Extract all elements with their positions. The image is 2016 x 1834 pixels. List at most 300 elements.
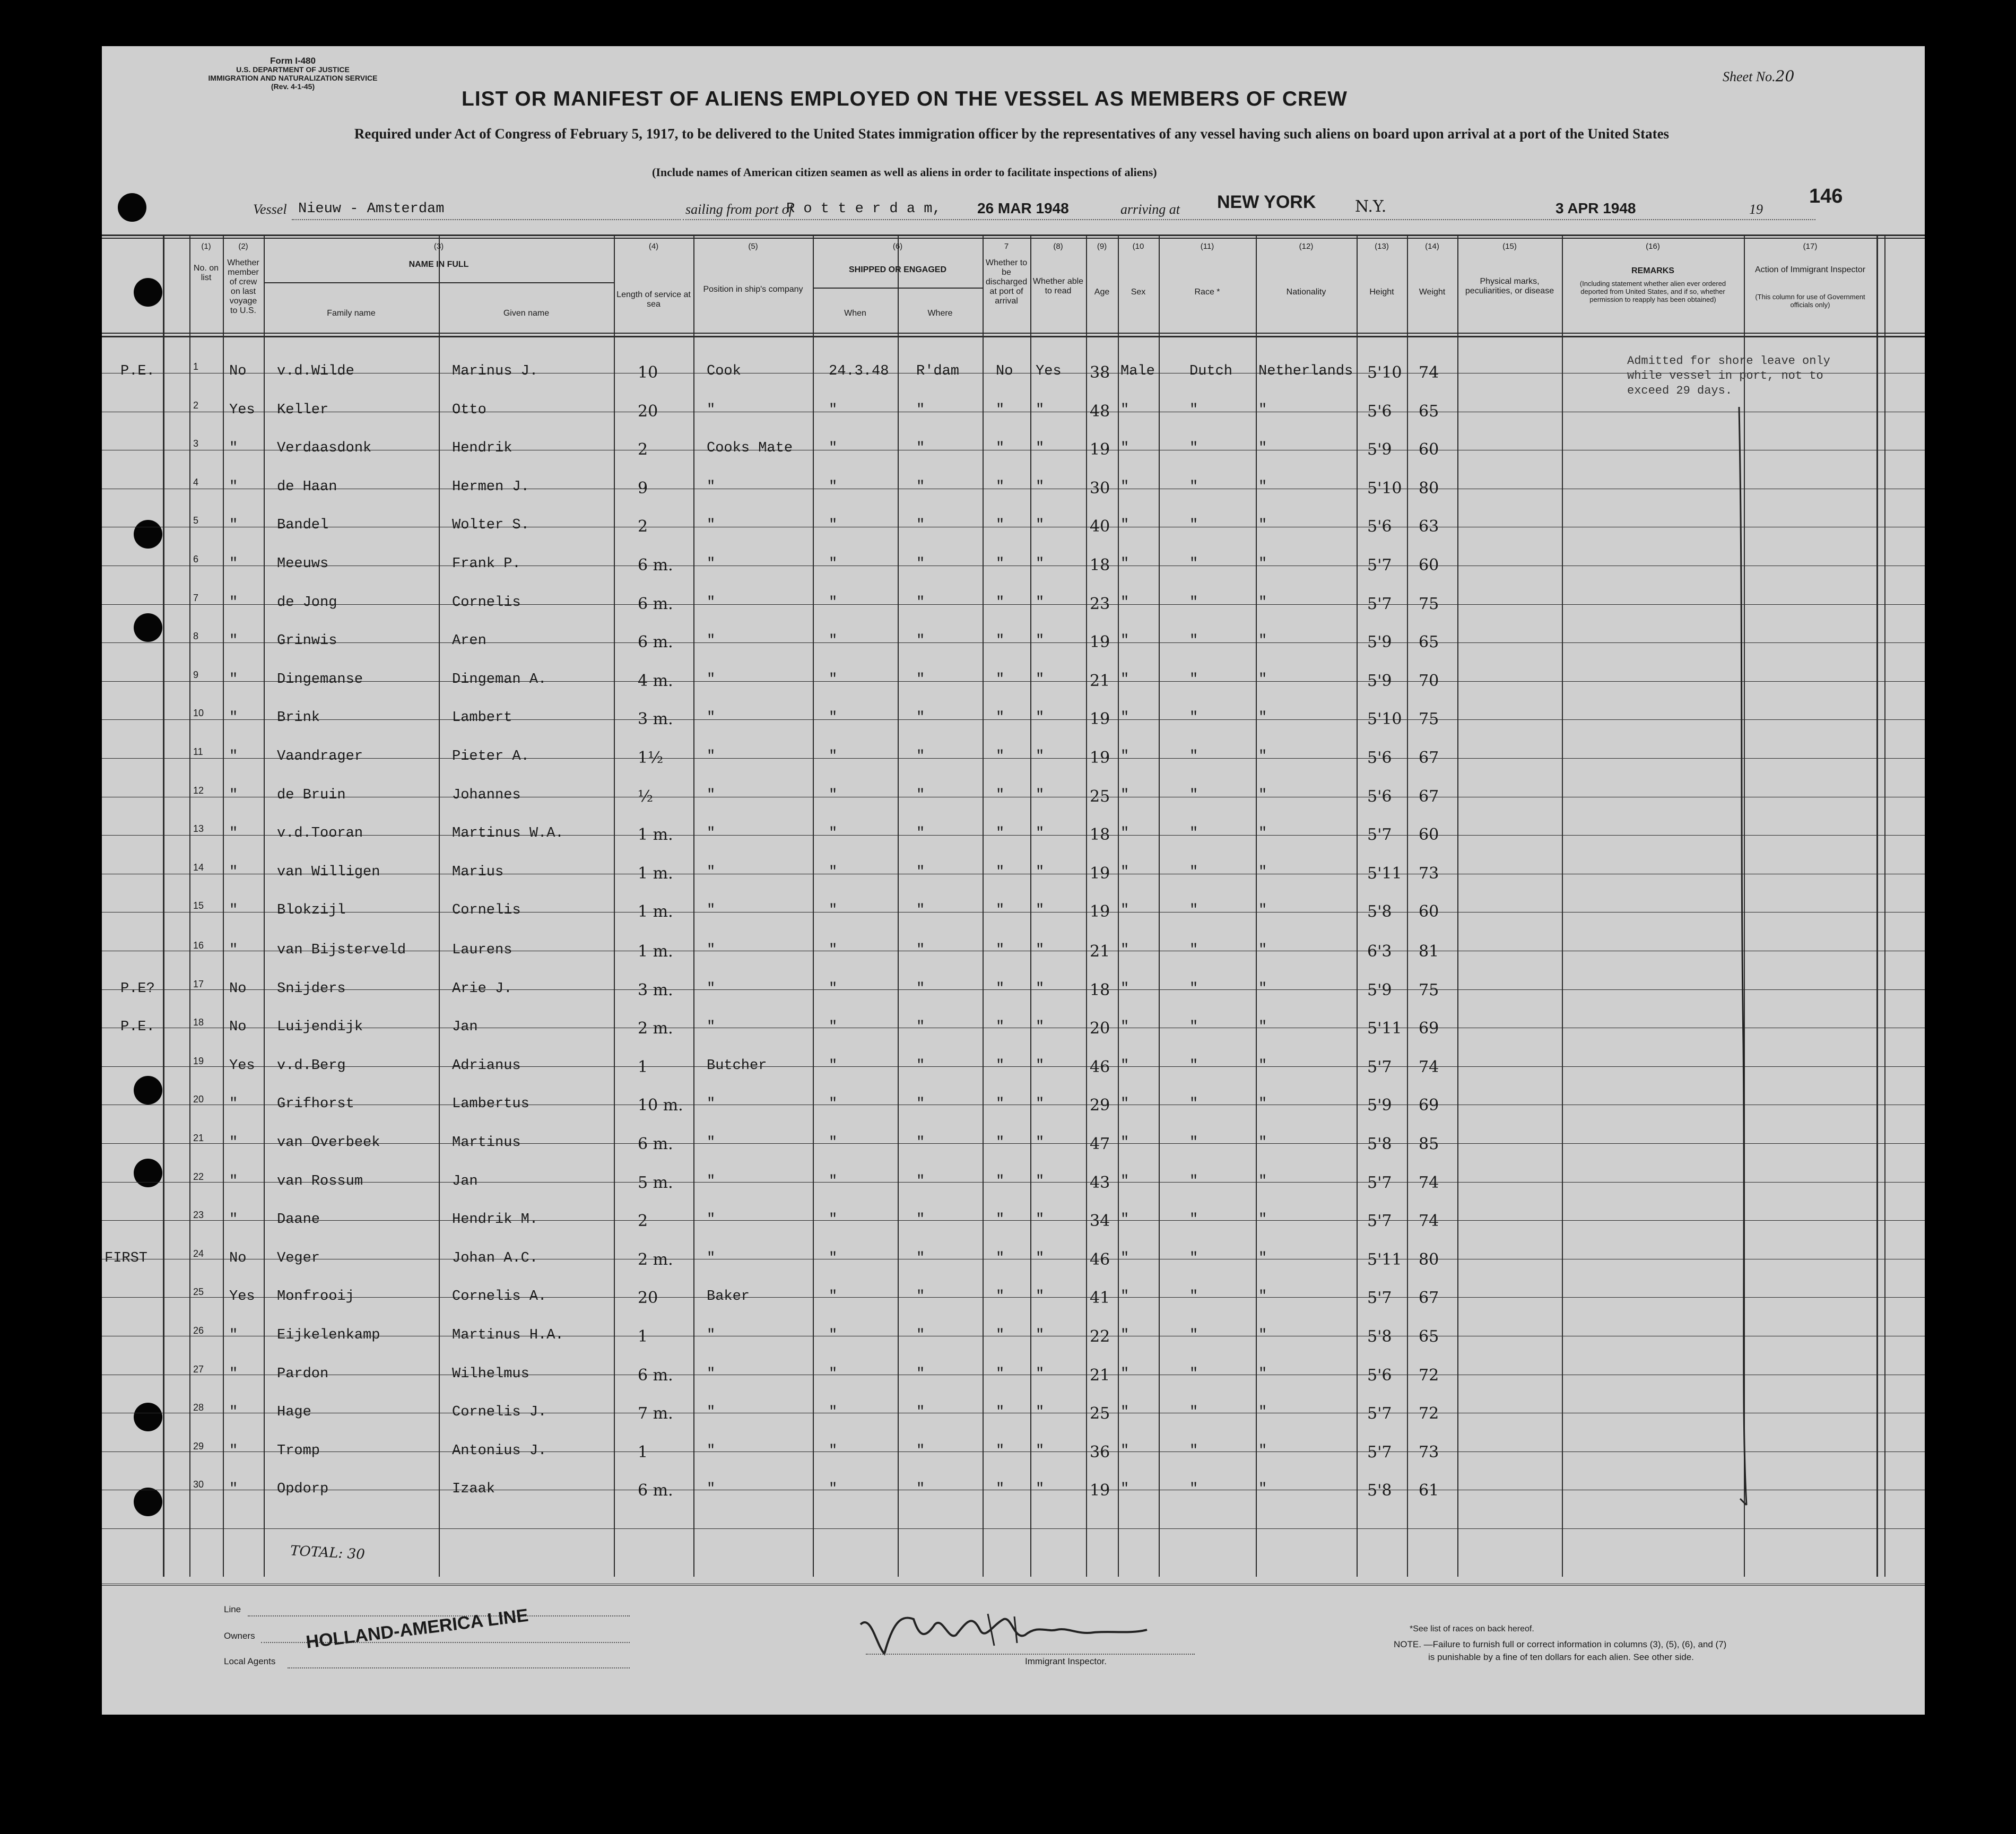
column-header-c3: NAME IN FULL — [409, 260, 469, 269]
cell-weight: 74 — [1419, 363, 1439, 382]
cell-where: " — [916, 981, 925, 997]
cell-sex: " — [1120, 1327, 1129, 1343]
cell-disch: " — [996, 1135, 1005, 1151]
cell-when: " — [829, 825, 838, 841]
cell-read: " — [1036, 1135, 1045, 1151]
cell-sex: " — [1120, 440, 1129, 456]
cell-service: ½ — [638, 787, 654, 806]
cell-service: 6 m. — [638, 1481, 673, 1500]
cell-n: 26 — [193, 1325, 204, 1336]
cell-nat: " — [1258, 749, 1267, 764]
cell-sex: " — [1120, 1481, 1129, 1497]
service: IMMIGRATION AND NATURALIZATION SERVICE — [208, 74, 378, 82]
cell-mark: P.E. — [120, 1019, 155, 1035]
revision: (Rev. 4-1-45) — [271, 82, 315, 91]
cell-race: " — [1189, 1289, 1198, 1305]
cell-given: Hermen J. — [452, 479, 529, 495]
inspector-label: Immigrant Inspector. — [1025, 1656, 1107, 1666]
cell-read: " — [1036, 864, 1045, 880]
column-rule — [1086, 234, 1087, 1577]
cell-when: " — [829, 440, 838, 456]
cell-family: Monfrooij — [277, 1289, 354, 1305]
cell-disch: " — [996, 479, 1005, 495]
vessel-underline — [292, 219, 681, 220]
column-number: 7 — [1004, 242, 1009, 251]
cell-race: " — [1189, 864, 1198, 880]
row-rule — [102, 681, 1925, 682]
cell-where: " — [916, 672, 925, 688]
cell-prev: " — [229, 787, 238, 803]
cell-height: 5'7 — [1367, 1443, 1392, 1462]
cell-given: Marius — [452, 864, 504, 880]
cell-nat: " — [1258, 1212, 1267, 1228]
cell-when: " — [829, 1289, 838, 1305]
cell-age: 25 — [1090, 787, 1110, 806]
cell-family: v.d.Wilde — [277, 363, 354, 379]
cell-nat: " — [1258, 1019, 1267, 1035]
total-count: TOTAL: 30 — [290, 1543, 366, 1563]
cell-disch: " — [996, 1443, 1005, 1459]
cell-family: Blokzijl — [277, 902, 346, 918]
cell-n: 23 — [193, 1210, 204, 1220]
arriving-label: arriving at — [1120, 202, 1180, 217]
cell-height: 5'9 — [1367, 981, 1392, 999]
cell-weight: 80 — [1419, 479, 1439, 498]
cell-position: " — [707, 672, 716, 688]
cell-given: Wolter S. — [452, 517, 529, 533]
cell-n: 3 — [193, 438, 199, 449]
column-number: (3) — [433, 242, 444, 251]
cell-age: 30 — [1090, 479, 1110, 498]
cell-sex: " — [1120, 1212, 1129, 1228]
cell-age: 36 — [1090, 1443, 1110, 1462]
cell-when: " — [829, 556, 838, 572]
cell-weight: 60 — [1419, 825, 1439, 844]
remarks-bracket — [1736, 407, 1757, 1510]
cell-weight: 60 — [1419, 902, 1439, 921]
cell-given: Frank P. — [452, 556, 521, 572]
sheet-value: 20 — [1775, 67, 1795, 85]
cell-position: " — [707, 902, 716, 918]
cell-nat: " — [1258, 787, 1267, 803]
cell-prev: " — [229, 864, 238, 880]
cell-height: 5'9 — [1367, 672, 1392, 690]
cell-given: Martinus — [452, 1135, 521, 1151]
cell-weight: 80 — [1419, 1250, 1439, 1269]
cell-age: 46 — [1090, 1058, 1110, 1076]
cell-position: " — [707, 517, 716, 533]
cell-when: " — [829, 633, 838, 649]
races-note: *See list of races on back hereof. — [1410, 1624, 1534, 1633]
cell-disch: " — [996, 825, 1005, 841]
cell-where: " — [916, 1481, 925, 1497]
cell-when: " — [829, 1135, 838, 1151]
column-header-c14: Weight — [1419, 288, 1446, 297]
cell-family: Hage — [277, 1404, 311, 1420]
column-rule — [163, 234, 164, 1577]
cell-service: 6 m. — [638, 1135, 673, 1153]
cell-where: " — [916, 942, 925, 958]
cell-prev: " — [229, 1443, 238, 1459]
cell-service: 1 m. — [638, 825, 673, 844]
cell-weight: 60 — [1419, 440, 1439, 459]
cell-position: " — [707, 1366, 716, 1382]
cell-service: 2 — [638, 517, 648, 536]
cell-race: " — [1189, 902, 1198, 918]
column-rule — [1118, 234, 1119, 1577]
cell-age: 41 — [1090, 1289, 1110, 1307]
owners-label: Owners — [224, 1631, 255, 1641]
cell-n: 28 — [193, 1402, 204, 1413]
cell-n: 2 — [193, 400, 199, 411]
column-header-c12: Nationality — [1286, 288, 1326, 297]
cell-disch: " — [996, 1096, 1005, 1112]
cell-when: " — [829, 902, 838, 918]
cell-service: 1 m. — [638, 864, 673, 883]
cell-race: " — [1189, 1366, 1198, 1382]
cell-n: 9 — [193, 670, 199, 680]
cell-where: " — [916, 1096, 925, 1112]
cell-disch: " — [996, 1212, 1005, 1228]
cell-sex: " — [1120, 942, 1129, 958]
column-rule — [439, 234, 440, 1577]
cell-prev: " — [229, 595, 238, 611]
agents-stamp: HOLLAND-AMERICA LINE — [305, 1605, 529, 1653]
cell-position: " — [707, 749, 716, 764]
cell-when: " — [829, 402, 838, 418]
agents-label: Local Agents — [224, 1656, 276, 1666]
cell-nat: " — [1258, 556, 1267, 572]
cell-n: 11 — [193, 746, 203, 757]
cell-where: " — [916, 825, 925, 841]
cell-prev: No — [229, 1019, 247, 1035]
line-label: Line — [224, 1604, 241, 1614]
cell-position: " — [707, 556, 716, 572]
cell-when: " — [829, 710, 838, 726]
vessel-name: Nieuw - Amsterdam — [298, 201, 445, 217]
cell-age: 46 — [1090, 1250, 1110, 1269]
cell-given: Lambertus — [452, 1096, 529, 1112]
cell-read: " — [1036, 402, 1045, 418]
cell-weight: 75 — [1419, 710, 1439, 728]
row-rule — [102, 1297, 1925, 1298]
column-rule — [1159, 234, 1160, 1577]
cell-prev: " — [229, 749, 238, 764]
document-title: LIST OR MANIFEST OF ALIENS EMPLOYED ON THE VESSEL AS MEMBERS OF CREW — [462, 88, 1348, 110]
cell-disch: " — [996, 595, 1005, 611]
cell-given: Aren — [452, 633, 486, 649]
cell-family: Pardon — [277, 1366, 329, 1382]
cell-height: 5'10 — [1367, 479, 1402, 498]
cell-family: van Bijsterveld — [277, 942, 406, 958]
cell-family: Eijkelenkamp — [277, 1327, 380, 1343]
cell-age: 43 — [1090, 1174, 1110, 1192]
cell-where: " — [916, 902, 925, 918]
cell-sex: " — [1120, 1250, 1129, 1266]
cell-weight: 85 — [1419, 1135, 1439, 1153]
column-header-c6: SHIPPED OR ENGAGED — [848, 265, 947, 274]
cell-position: " — [707, 825, 716, 841]
cell-position: " — [707, 1250, 716, 1266]
cell-given: Cornelis — [452, 595, 521, 611]
cell-disch: " — [996, 902, 1005, 918]
cell-weight: 65 — [1419, 633, 1439, 651]
cell-given: Martinus W.A. — [452, 825, 564, 841]
cell-where: " — [916, 1366, 925, 1382]
cell-read: " — [1036, 710, 1045, 726]
cell-sex: " — [1120, 749, 1129, 764]
cell-nat: " — [1258, 902, 1267, 918]
cell-service: 7 m. — [638, 1404, 673, 1423]
cell-where: " — [916, 1019, 925, 1035]
cell-when: " — [829, 1366, 838, 1382]
cell-sex: " — [1120, 633, 1129, 649]
cell-disch: " — [996, 556, 1005, 572]
cell-nat: " — [1258, 1250, 1267, 1266]
page-number: 146 — [1809, 185, 1843, 207]
cell-read: " — [1036, 787, 1045, 803]
cell-position: " — [707, 633, 716, 649]
cell-read: " — [1036, 825, 1045, 841]
column-rule — [983, 234, 984, 1577]
row-rule — [102, 336, 1925, 337]
cell-given: Marinus J. — [452, 363, 538, 379]
sailing-port: R o t t e r d a m, — [786, 201, 941, 217]
cell-disch: " — [996, 1058, 1005, 1074]
cell-service: 10 — [638, 363, 658, 382]
row-rule — [102, 1451, 1925, 1452]
remarks-line: Admitted for shore leave only — [1627, 354, 1830, 368]
cell-nat: " — [1258, 1058, 1267, 1074]
column-number: (13) — [1375, 242, 1389, 251]
cell-weight: 81 — [1419, 942, 1439, 961]
column-rule — [1256, 234, 1257, 1577]
cell-nat: " — [1258, 595, 1267, 611]
cell-when: " — [829, 595, 838, 611]
cell-prev: " — [229, 1327, 238, 1343]
remarks-line: exceed 29 days. — [1627, 384, 1733, 397]
column-header-c6b: Where — [927, 309, 953, 318]
cell-n: 10 — [193, 708, 204, 718]
row-rule — [102, 1528, 1925, 1529]
cell-service: 1 m. — [638, 902, 673, 921]
cell-family: de Bruin — [277, 787, 346, 803]
cell-disch: " — [996, 402, 1005, 418]
cell-sex: " — [1120, 479, 1129, 495]
cell-nat: " — [1258, 1174, 1267, 1189]
cell-weight: 67 — [1419, 1289, 1439, 1307]
cell-where: " — [916, 787, 925, 803]
cell-position: " — [707, 1212, 716, 1228]
cell-where: " — [916, 1250, 925, 1266]
footer-rule — [102, 1584, 1925, 1586]
cell-position: " — [707, 1481, 716, 1497]
cell-sex: Male — [1120, 363, 1155, 379]
cell-when: " — [829, 1212, 838, 1228]
cell-n: 12 — [193, 785, 204, 796]
cell-race: " — [1189, 1212, 1198, 1228]
cell-height: 5'7 — [1367, 1212, 1392, 1230]
punch-hole — [118, 193, 146, 222]
cell-nat: " — [1258, 864, 1267, 880]
cell-age: 48 — [1090, 402, 1110, 421]
cell-when: " — [829, 1443, 838, 1459]
cell-race: " — [1189, 825, 1198, 841]
cell-read: " — [1036, 440, 1045, 456]
cell-when: " — [829, 1058, 838, 1074]
cell-position: " — [707, 1019, 716, 1035]
cell-given: Jan — [452, 1019, 478, 1035]
cell-where: " — [916, 1289, 925, 1305]
cell-disch: " — [996, 1481, 1005, 1497]
cell-n: 22 — [193, 1171, 204, 1182]
cell-where: " — [916, 1212, 925, 1228]
column-rule — [1030, 234, 1031, 1577]
cell-read: " — [1036, 517, 1045, 533]
row-rule — [102, 1182, 1925, 1183]
agents-underline — [288, 1667, 630, 1668]
cell-race: " — [1189, 942, 1198, 958]
cell-disch: " — [996, 672, 1005, 688]
remarks-line: while vessel in port, not to — [1627, 369, 1823, 383]
cell-prev: " — [229, 1366, 238, 1382]
cell-n: 15 — [193, 900, 204, 911]
cell-weight: 75 — [1419, 595, 1439, 613]
cell-height: 5'7 — [1367, 825, 1392, 844]
cell-family: Meeuws — [277, 556, 329, 572]
cell-nat: Netherlands — [1258, 363, 1353, 379]
cell-age: 19 — [1090, 440, 1110, 459]
column-header-c13: Height — [1369, 288, 1394, 297]
cell-where: " — [916, 440, 925, 456]
cell-disch: " — [996, 1174, 1005, 1189]
cell-race: " — [1189, 402, 1198, 418]
cell-when: " — [829, 1404, 838, 1420]
cell-position: " — [707, 710, 716, 726]
cell-nat: " — [1258, 402, 1267, 418]
cell-read: " — [1036, 1212, 1045, 1228]
cell-age: 19 — [1090, 749, 1110, 767]
cell-weight: 65 — [1419, 402, 1439, 421]
cell-nat: " — [1258, 517, 1267, 533]
cell-age: 19 — [1090, 902, 1110, 921]
cell-race: " — [1189, 672, 1198, 688]
cell-sex: " — [1120, 902, 1129, 918]
row-rule — [102, 835, 1925, 836]
cell-service: 1 — [638, 1327, 648, 1346]
cell-height: 5'7 — [1367, 556, 1392, 575]
penalty-note: NOTE. —Failure to furnish full or correct information in columns (3), (5), (6), and (7) — [1394, 1639, 1727, 1649]
row-rule — [102, 642, 1925, 643]
cell-disch: " — [996, 440, 1005, 456]
cell-when: " — [829, 479, 838, 495]
cell-n: 5 — [193, 515, 199, 526]
cell-age: 19 — [1090, 633, 1110, 651]
cell-read: " — [1036, 1250, 1045, 1266]
cell-family: de Jong — [277, 595, 337, 611]
cell-height: 5'9 — [1367, 1096, 1392, 1115]
row-rule — [102, 719, 1925, 720]
cell-given: Laurens — [452, 942, 512, 958]
cell-given: Johannes — [452, 787, 521, 803]
cell-prev: " — [229, 672, 238, 688]
cell-given: Arie J. — [452, 981, 512, 997]
cell-race: " — [1189, 517, 1198, 533]
cell-age: 23 — [1090, 595, 1110, 613]
cell-age: 34 — [1090, 1212, 1110, 1230]
cell-age: 18 — [1090, 981, 1110, 999]
cell-family: de Haan — [277, 479, 337, 495]
cell-n: 25 — [193, 1287, 204, 1297]
cell-race: " — [1189, 1019, 1198, 1035]
cell-sex: " — [1120, 1058, 1129, 1074]
year-label: 19 — [1749, 202, 1763, 217]
cell-age: 38 — [1090, 363, 1110, 382]
cell-prev: " — [229, 440, 238, 456]
column-rule — [1357, 234, 1358, 1577]
cell-given: Cornelis — [452, 902, 521, 918]
cell-where: " — [916, 556, 925, 572]
cell-given: Johan A.C. — [452, 1250, 538, 1266]
cell-prev: No — [229, 981, 247, 997]
inspector-underline — [866, 1654, 1195, 1655]
cell-given: Martinus H.A. — [452, 1327, 564, 1343]
cell-race: " — [1189, 1250, 1198, 1266]
cell-nat: " — [1258, 1404, 1267, 1420]
cell-age: 21 — [1090, 672, 1110, 690]
cell-family: Dingemanse — [277, 672, 363, 688]
cell-service: 20 — [638, 1289, 658, 1307]
column-rule — [614, 234, 615, 1577]
cell-family: Vaandrager — [277, 749, 363, 764]
cell-position: " — [707, 595, 716, 611]
cell-sex: " — [1120, 1404, 1129, 1420]
cell-disch: " — [996, 787, 1005, 803]
cell-when: " — [829, 1250, 838, 1266]
cell-n: 17 — [193, 979, 204, 989]
cell-service: 10 m. — [638, 1096, 683, 1115]
cell-position: " — [707, 1443, 716, 1459]
cell-race: " — [1189, 710, 1198, 726]
cell-where: " — [916, 1404, 925, 1420]
row-rule — [102, 604, 1925, 605]
cell-sex: " — [1120, 1366, 1129, 1382]
document-subtitle: Required under Act of Congress of February 5, 1917, to be delivered to the United States immigration officer by the representatives of any vessel having such aliens on board upon arrival at a port of the United States — [354, 126, 1670, 142]
cell-read: " — [1036, 1481, 1045, 1497]
column-rule — [264, 234, 265, 1577]
cell-nat: " — [1258, 981, 1267, 997]
cell-service: 1½ — [638, 749, 664, 767]
column-header-c8: Whether able to read — [1032, 277, 1084, 295]
cell-height: 5'7 — [1367, 1289, 1392, 1307]
cell-height: 5'9 — [1367, 633, 1392, 651]
cell-disch: No — [996, 363, 1013, 379]
column-rule — [1407, 234, 1408, 1577]
arrival-date: 3 APR 1948 — [1556, 200, 1636, 216]
cell-height: 5'11 — [1367, 1019, 1402, 1038]
cell-race: " — [1189, 595, 1198, 611]
cell-age: 19 — [1090, 710, 1110, 728]
cell-sex: " — [1120, 787, 1129, 803]
cell-disch: " — [996, 1250, 1005, 1266]
cell-nat: " — [1258, 633, 1267, 649]
column-rule — [1457, 234, 1458, 1577]
cell-family: v.d.Tooran — [277, 825, 363, 841]
cell-given: Cornelis A. — [452, 1289, 547, 1305]
column-number: (16) — [1646, 242, 1660, 251]
cell-service: 2 — [638, 440, 648, 459]
cell-read: " — [1036, 1096, 1045, 1112]
